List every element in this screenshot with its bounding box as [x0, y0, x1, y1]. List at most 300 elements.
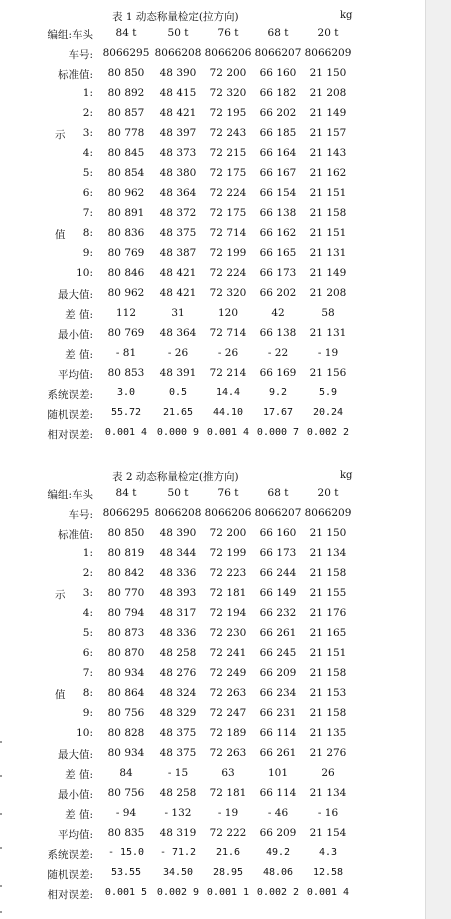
row-label: 随机误差: — [47, 409, 93, 421]
table-cell: 48 391 — [159, 367, 197, 379]
table-cell: - 16 — [317, 807, 339, 819]
table-row — [0, 347, 425, 367]
row-label: 8: — [82, 227, 93, 239]
table-cell: 48 364 — [159, 327, 197, 339]
table-cell: 21 154 — [309, 827, 347, 839]
table-cell: 20.24 — [312, 407, 344, 418]
table-row — [0, 747, 425, 767]
table-cell: 80 850 — [107, 527, 145, 539]
table-cell: 8066208 — [154, 47, 202, 59]
table-title: 表 1 动态称量检定(拉方向) — [112, 11, 239, 23]
table-cell: 72 181 — [209, 587, 247, 599]
table-cell: 80 769 — [107, 327, 145, 339]
table-row — [0, 727, 425, 747]
table-cell: 80 756 — [107, 707, 145, 719]
table-cell: 8066206 — [204, 47, 252, 59]
table-cell: 66 160 — [259, 527, 297, 539]
table-row — [0, 527, 425, 547]
unit-label: kg — [340, 470, 353, 481]
table-cell: 21 162 — [309, 167, 347, 179]
row-label: 系统误差: — [47, 389, 93, 401]
table-cell: 58 — [321, 307, 335, 319]
table-cell: 80 962 — [107, 287, 145, 299]
table-cell: 0.001 4 — [206, 427, 250, 438]
table-row — [0, 267, 425, 287]
table-cell: 48 415 — [159, 87, 197, 99]
table-row — [0, 707, 425, 727]
table-row — [0, 327, 425, 347]
table-cell: 21 150 — [309, 527, 347, 539]
table-cell: 66 185 — [259, 127, 297, 139]
table-cell: 72 714 — [209, 227, 247, 239]
unit-label: kg — [340, 10, 353, 21]
table-row — [0, 227, 425, 247]
row-label: 车号: — [68, 509, 93, 521]
table-cell: 8066209 — [304, 507, 352, 519]
table-row — [0, 767, 425, 787]
table-cell: 80 756 — [107, 787, 145, 799]
table-title-row — [0, 9, 425, 27]
table-cell: 80 842 — [107, 567, 145, 579]
row-label: 编组:车头 — [47, 489, 93, 501]
table-cell: 80 836 — [107, 227, 145, 239]
table-row — [0, 827, 425, 847]
table-cell: 72 215 — [209, 147, 247, 159]
row-label: 差 值: — [65, 309, 93, 321]
table-cell: 48 372 — [159, 207, 197, 219]
table-cell: 48 373 — [159, 147, 197, 159]
table-cell: 80 853 — [107, 367, 145, 379]
table-cell: 72 175 — [209, 207, 247, 219]
table-cell: 72 224 — [209, 267, 247, 279]
table-cell: 50 t — [167, 27, 189, 39]
table-cell: 68 t — [267, 27, 289, 39]
table-row — [0, 807, 425, 827]
row-side-label: 示 — [55, 129, 66, 141]
table-row — [0, 507, 425, 527]
table-row — [0, 287, 425, 307]
table-row — [0, 647, 425, 667]
table-cell: 80 857 — [107, 107, 145, 119]
table-cell: 21 276 — [309, 747, 347, 759]
table-cell: 66 114 — [259, 727, 297, 739]
table-cell: 55.72 — [110, 407, 142, 418]
table-cell: 66 209 — [259, 827, 297, 839]
table-cell: 66 244 — [259, 567, 297, 579]
row-label: 差 值: — [65, 349, 93, 361]
table-cell: 21 158 — [309, 707, 347, 719]
table-cell: 66 234 — [259, 687, 297, 699]
table-cell: 66 245 — [259, 647, 297, 659]
table-cell: 66 167 — [259, 167, 297, 179]
row-label: 10: — [76, 267, 93, 279]
table-cell: 101 — [267, 767, 289, 779]
table-cell: 48 258 — [159, 647, 197, 659]
table-cell: 66 182 — [259, 87, 297, 99]
table-cell: 72 200 — [209, 67, 247, 79]
table-cell: 66 261 — [259, 747, 297, 759]
row-label: 6: — [82, 647, 93, 659]
table-cell: 48 324 — [159, 687, 197, 699]
table-cell: 66 231 — [259, 707, 297, 719]
table-cell: 80 934 — [107, 747, 145, 759]
table-row — [0, 27, 425, 47]
table-cell: 120 — [217, 307, 239, 319]
table-cell: 48 375 — [159, 747, 197, 759]
table-cell: 48 375 — [159, 727, 197, 739]
table-cell: 21 208 — [309, 87, 347, 99]
table-cell: 31 — [171, 307, 185, 319]
table-cell: 72 175 — [209, 167, 247, 179]
table-cell: 80 835 — [107, 827, 145, 839]
table-row — [0, 547, 425, 567]
row-label: 平均值: — [57, 829, 93, 841]
table-cell: 50 t — [167, 487, 189, 499]
table-cell: 48 421 — [159, 107, 197, 119]
table-cell: 68 t — [267, 487, 289, 499]
table-cell: 53.55 — [110, 867, 142, 878]
table-cell: 8066206 — [204, 507, 252, 519]
row-label: 1: — [82, 87, 93, 99]
table-cell: 66 232 — [259, 607, 297, 619]
table-cell: 72 189 — [209, 727, 247, 739]
row-label: 标准值: — [57, 529, 93, 541]
table-push-direction — [0, 469, 425, 907]
table-cell: 72 247 — [209, 707, 247, 719]
table-cell: 72 223 — [209, 567, 247, 579]
row-label: 最大值: — [57, 749, 93, 761]
table-cell: 0.001 4 — [306, 887, 350, 898]
table-cell: 80 873 — [107, 627, 145, 639]
table-row — [0, 787, 425, 807]
table-cell: 21.65 — [162, 407, 194, 418]
row-label: 最小值: — [57, 789, 93, 801]
table-cell: 80 892 — [107, 87, 145, 99]
table-cell: 66 202 — [259, 107, 297, 119]
table-cell: 26 — [321, 767, 335, 779]
table-cell: 72 199 — [209, 247, 247, 259]
table-cell: 48 387 — [159, 247, 197, 259]
table-cell: 72 243 — [209, 127, 247, 139]
table-cell: 66 162 — [259, 227, 297, 239]
table-cell: 80 778 — [107, 127, 145, 139]
row-label: 随机误差: — [47, 869, 93, 881]
table-row — [0, 47, 425, 67]
table-cell: 66 165 — [259, 247, 297, 259]
table-title: 表 2 动态称量检定(推方向) — [112, 471, 239, 483]
table-cell: 48 390 — [159, 527, 197, 539]
table-cell: 0.002 2 — [306, 427, 350, 438]
table-cell: 66 169 — [259, 367, 297, 379]
table-cell: 66 149 — [259, 587, 297, 599]
table-cell: 72 200 — [209, 527, 247, 539]
table-cell: 48 397 — [159, 127, 197, 139]
table-cell: 8066207 — [254, 507, 302, 519]
table-cell: 21 158 — [309, 667, 347, 679]
table-cell: 48 375 — [159, 227, 197, 239]
table-cell: 8066208 — [154, 507, 202, 519]
table-cell: 48 421 — [159, 287, 197, 299]
table-cell: 72 241 — [209, 647, 247, 659]
table-cell: 84 t — [115, 27, 137, 39]
table-cell: 21 134 — [309, 787, 347, 799]
table-cell: 80 845 — [107, 147, 145, 159]
table-cell: 66 164 — [259, 147, 297, 159]
table-cell: 21 158 — [309, 567, 347, 579]
table-row — [0, 627, 425, 647]
table-cell: 80 891 — [107, 207, 145, 219]
table-cell: 48 319 — [159, 827, 197, 839]
table-row — [0, 607, 425, 627]
table-cell: - 15 — [167, 767, 189, 779]
table-cell: - 94 — [115, 807, 137, 819]
table-row — [0, 367, 425, 387]
table-cell: 3.0 — [116, 387, 136, 398]
scrollbar-track[interactable] — [425, 0, 451, 919]
row-label: 平均值: — [57, 369, 93, 381]
table-row — [0, 147, 425, 167]
table-cell: 80 794 — [107, 607, 145, 619]
table-cell: 72 222 — [209, 827, 247, 839]
table-cell: 80 770 — [107, 587, 145, 599]
table-cell: 66 261 — [259, 627, 297, 639]
table-cell: 66 202 — [259, 287, 297, 299]
table-cell: - 71.2 — [159, 847, 197, 858]
table-cell: 0.001 4 — [104, 427, 148, 438]
table-cell: 8066207 — [254, 47, 302, 59]
table-cell: 0.002 9 — [156, 887, 200, 898]
table-cell: 66 209 — [259, 667, 297, 679]
row-label: 4: — [82, 147, 93, 159]
table-cell: 21 208 — [309, 287, 347, 299]
table-cell: 63 — [221, 767, 235, 779]
table-cell: 14.4 — [215, 387, 241, 398]
table-cell: 21 158 — [309, 207, 347, 219]
table-cell: 21 165 — [309, 627, 347, 639]
row-label: 6: — [82, 187, 93, 199]
table-cell: 66 173 — [259, 547, 297, 559]
table-cell: 20 t — [317, 27, 339, 39]
row-label: 标准值: — [57, 69, 93, 81]
table-cell: 21 149 — [309, 107, 347, 119]
table-cell: 48 258 — [159, 787, 197, 799]
row-label: 5: — [82, 167, 93, 179]
table-cell: 20 t — [317, 487, 339, 499]
table-row — [0, 167, 425, 187]
table-pull-direction — [0, 9, 425, 447]
table-cell: 80 864 — [107, 687, 145, 699]
table-cell: 0.001 1 — [206, 887, 250, 898]
table-cell: 44.10 — [212, 407, 244, 418]
table-cell: 72 263 — [209, 687, 247, 699]
row-label: 2: — [82, 567, 93, 579]
table-cell: 48 329 — [159, 707, 197, 719]
table-row — [0, 87, 425, 107]
table-cell: 21 156 — [309, 367, 347, 379]
table-cell: 9.2 — [268, 387, 288, 398]
row-label: 1: — [82, 547, 93, 559]
table-cell: 66 154 — [259, 187, 297, 199]
table-cell: 84 t — [115, 487, 137, 499]
table-row — [0, 427, 425, 447]
table-cell: - 15.0 — [107, 847, 145, 858]
table-cell: 72 320 — [209, 87, 247, 99]
table-row — [0, 667, 425, 687]
table-cell: 21 155 — [309, 587, 347, 599]
table-cell: 28.95 — [212, 867, 244, 878]
table-cell: 72 181 — [209, 787, 247, 799]
table-row — [0, 687, 425, 707]
table-cell: 80 870 — [107, 647, 145, 659]
table-cell: 21 131 — [309, 327, 347, 339]
table-cell: 48 393 — [159, 587, 197, 599]
table-cell: 84 — [119, 767, 133, 779]
table-cell: 66 138 — [259, 327, 297, 339]
table-cell: 48 364 — [159, 187, 197, 199]
table-row — [0, 567, 425, 587]
table-cell: 21 151 — [309, 227, 347, 239]
table-cell: - 132 — [164, 807, 192, 819]
row-label: 7: — [82, 207, 93, 219]
row-label: 最大值: — [57, 289, 93, 301]
row-side-label: 值 — [55, 689, 66, 701]
table-cell: 76 t — [217, 27, 239, 39]
table-cell: 21 143 — [309, 147, 347, 159]
table-cell: 76 t — [217, 487, 239, 499]
table-cell: 48 421 — [159, 267, 197, 279]
table-cell: 72 230 — [209, 627, 247, 639]
table-cell: 48 380 — [159, 167, 197, 179]
row-label: 编组:车头 — [47, 29, 93, 41]
margin-marks — [0, 735, 3, 915]
table-row — [0, 127, 425, 147]
row-label: 3: — [82, 587, 93, 599]
table-cell: 21 151 — [309, 647, 347, 659]
row-label: 系统误差: — [47, 849, 93, 861]
table-cell: - 46 — [267, 807, 289, 819]
table-cell: 0.000 7 — [256, 427, 300, 438]
row-label: 差 值: — [65, 809, 93, 821]
table-row — [0, 107, 425, 127]
table-cell: 66 173 — [259, 267, 297, 279]
table-cell: 0.000 9 — [156, 427, 200, 438]
table-row — [0, 847, 425, 867]
table-cell: 72 714 — [209, 327, 247, 339]
table-cell: 72 263 — [209, 747, 247, 759]
table-cell: 48 390 — [159, 67, 197, 79]
table-cell: 80 819 — [107, 547, 145, 559]
row-label: 9: — [82, 247, 93, 259]
table-title-row — [0, 469, 425, 487]
table-cell: 17.67 — [262, 407, 294, 418]
table-cell: 80 828 — [107, 727, 145, 739]
table-row — [0, 887, 425, 907]
table-cell: 21 131 — [309, 247, 347, 259]
table-cell: 72 199 — [209, 547, 247, 559]
table-cell: 80 854 — [107, 167, 145, 179]
table-cell: 66 138 — [259, 207, 297, 219]
row-label: 车号: — [68, 49, 93, 61]
table-row — [0, 407, 425, 427]
table-cell: 12.58 — [312, 867, 344, 878]
row-label: 相对误差: — [47, 889, 93, 901]
table-cell: - 26 — [217, 347, 239, 359]
row-label: 9: — [82, 707, 93, 719]
table-cell: 72 224 — [209, 187, 247, 199]
table-cell: 21 135 — [309, 727, 347, 739]
row-label: 5: — [82, 627, 93, 639]
table-cell: 72 195 — [209, 107, 247, 119]
row-label: 4: — [82, 607, 93, 619]
table-cell: 72 214 — [209, 367, 247, 379]
table-cell: 21 176 — [309, 607, 347, 619]
table-cell: 21 149 — [309, 267, 347, 279]
table-cell: 8066209 — [304, 47, 352, 59]
table-row — [0, 187, 425, 207]
table-cell: 48 317 — [159, 607, 197, 619]
table-cell: 21 151 — [309, 187, 347, 199]
row-side-label: 值 — [55, 229, 66, 241]
table-cell: 48.06 — [262, 867, 294, 878]
table-cell: 80 850 — [107, 67, 145, 79]
table-cell: 80 846 — [107, 267, 145, 279]
table-cell: 34.50 — [162, 867, 194, 878]
table-cell: 21.6 — [215, 847, 241, 858]
table-cell: 48 336 — [159, 567, 197, 579]
table-row — [0, 307, 425, 327]
table-cell: 5.9 — [318, 387, 338, 398]
table-row — [0, 247, 425, 267]
table-cell: 48 344 — [159, 547, 197, 559]
table-row — [0, 487, 425, 507]
table-cell: 4.3 — [318, 847, 338, 858]
table-cell: - 19 — [317, 347, 339, 359]
table-row — [0, 587, 425, 607]
row-side-label: 示 — [55, 589, 66, 601]
table-cell: 8066295 — [102, 47, 150, 59]
table-cell: - 81 — [115, 347, 137, 359]
table-cell: - 19 — [217, 807, 239, 819]
table-cell: 48 336 — [159, 627, 197, 639]
table-cell: 72 320 — [209, 287, 247, 299]
table-cell: 80 934 — [107, 667, 145, 679]
table-row — [0, 67, 425, 87]
row-label: 2: — [82, 107, 93, 119]
row-label: 7: — [82, 667, 93, 679]
table-cell: 0.5 — [168, 387, 188, 398]
table-cell: 72 194 — [209, 607, 247, 619]
row-label: 相对误差: — [47, 429, 93, 441]
table-cell: 48 276 — [159, 667, 197, 679]
table-row — [0, 387, 425, 407]
table-cell: 8066295 — [102, 507, 150, 519]
table-cell: 49.2 — [265, 847, 291, 858]
table-cell: - 22 — [267, 347, 289, 359]
table-cell: 0.002 2 — [256, 887, 300, 898]
table-cell: 112 — [115, 307, 137, 319]
table-cell: 21 153 — [309, 687, 347, 699]
table-row — [0, 207, 425, 227]
table-cell: 66 160 — [259, 67, 297, 79]
row-label: 3: — [82, 127, 93, 139]
row-label: 差 值: — [65, 769, 93, 781]
row-label: 8: — [82, 687, 93, 699]
table-cell: 21 134 — [309, 547, 347, 559]
table-cell: 0.001 5 — [104, 887, 148, 898]
table-cell: 80 962 — [107, 187, 145, 199]
table-cell: - 26 — [167, 347, 189, 359]
table-cell: 72 249 — [209, 667, 247, 679]
